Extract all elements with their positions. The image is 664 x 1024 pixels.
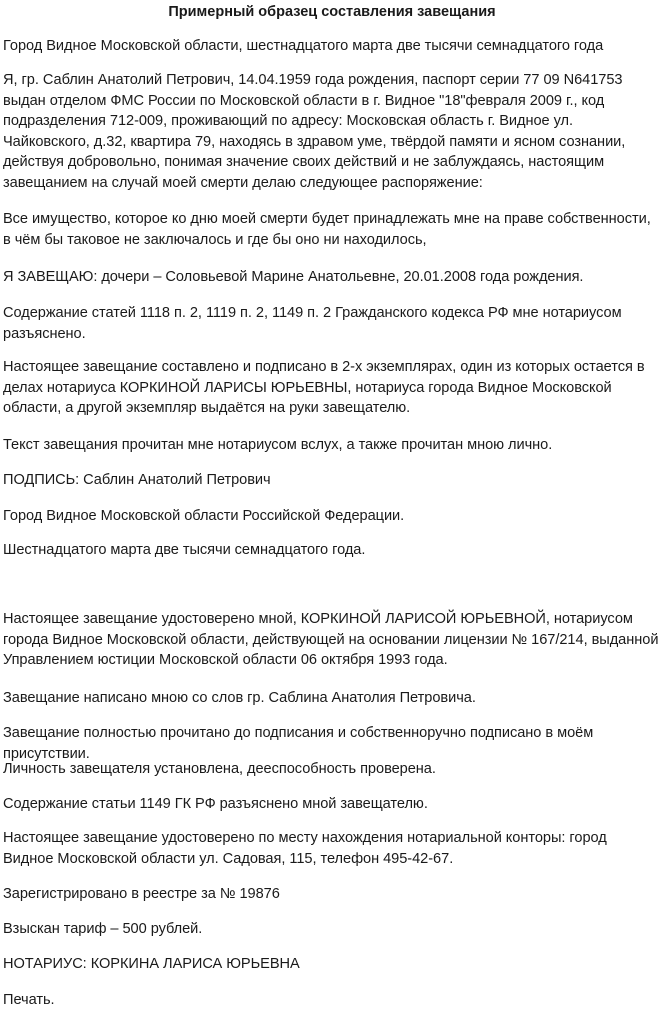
signature-date: Шестнадцатого марта две тысячи семнадцатого года. <box>3 542 366 558</box>
seal-line: Печать. <box>3 992 55 1008</box>
articles-explained: Содержание статей 1118 п. 2, 1119 п. 2, 1149 п. 2 Гражданского кодекса РФ мне нотариусом разъяснено. <box>3 305 622 342</box>
testator-declaration: Я, гр. Саблин Анатолий Петрович, 14.04.1959 года рождения, паспорт серии 77 09 N641753 выдан отделом ФМС России по Московской области в г. Видное "18"февраля 2009 г., код подразделения 712-009, проживающий по адресу: Московская область г. Видное ул. Чайковского, д.32, квартира 79, находясь в здравом уме, твёрдой памяти и ясном сознании, действуя добровольно, понимая значение своих действий и не заблуждаясь, настоящим завещанием на случай моей смерти делаю следующее распоряжение: <box>3 72 626 191</box>
identity-verified-clause: Личность завещателя установлена, дееспособность проверена. <box>3 761 436 777</box>
article-1149-clause: Содержание статьи 1149 ГК РФ разъяснено мной завещателю. <box>3 796 428 812</box>
testator-signature: ПОДПИСЬ: Саблин Анатолий Петрович <box>3 472 271 488</box>
notary-certification: Настоящее завещание удостоверено мной, КОРКИНОЙ ЛАРИСОЙ ЮРЬЕВНОЙ, нотариусом города Видное Московской области, действующей на основании лицензии № 167/214, выданной Управлением юстиции Московской области 06 октября 1993 года. <box>3 611 659 668</box>
bequest-clause: Я ЗАВЕЩАЮ: дочери – Соловьевой Марине Анатольевне, 20.01.2008 года рождения. <box>3 269 584 285</box>
place-date-line: Город Видное Московской области, шестнадцатого марта две тысячи семнадцатого года <box>3 38 604 54</box>
signature-place: Город Видное Московской области Российской Федерации. <box>3 508 405 524</box>
fee-line: Взыскан тариф – 500 рублей. <box>3 921 203 937</box>
property-clause: Все имущество, которое ко дню моей смерти будет принадлежать мне на праве собственности, в чём бы таковое не заключалось и где бы оно ни находилось, <box>3 211 651 248</box>
copies-clause: Настоящее завещание составлено и подписано в 2-х экземплярах, один из которых остается в делах нотариуса КОРКИНОЙ ЛАРИСЫ ЮРЬЕВНЫ, нотариуса города Видное Московской области, а другой экземпляр выдаётся на руки завещателю. <box>3 359 645 416</box>
registry-number: Зарегистрировано в реестре за № 19876 <box>3 886 280 902</box>
notary-office-location: Настоящее завещание удостоверено по месту нахождения нотариальной конторы: город Видное Московской области ул. Садовая, 115, телефон 495-42-67. <box>3 830 607 867</box>
written-by-clause: Завещание написано мною со слов гр. Саблина Анатолия Петровича. <box>3 690 476 706</box>
document-title: Примерный образец составления завещания <box>168 4 496 20</box>
reading-clause: Текст завещания прочитан мне нотариусом вслух, а также прочитан мною лично. <box>3 437 553 453</box>
notary-signature: НОТАРИУС: КОРКИНА ЛАРИСА ЮРЬЕВНА <box>3 956 300 972</box>
signed-in-presence-clause: Завещание полностью прочитано до подписания и собственноручно подписано в моём присутствии. <box>3 725 594 762</box>
